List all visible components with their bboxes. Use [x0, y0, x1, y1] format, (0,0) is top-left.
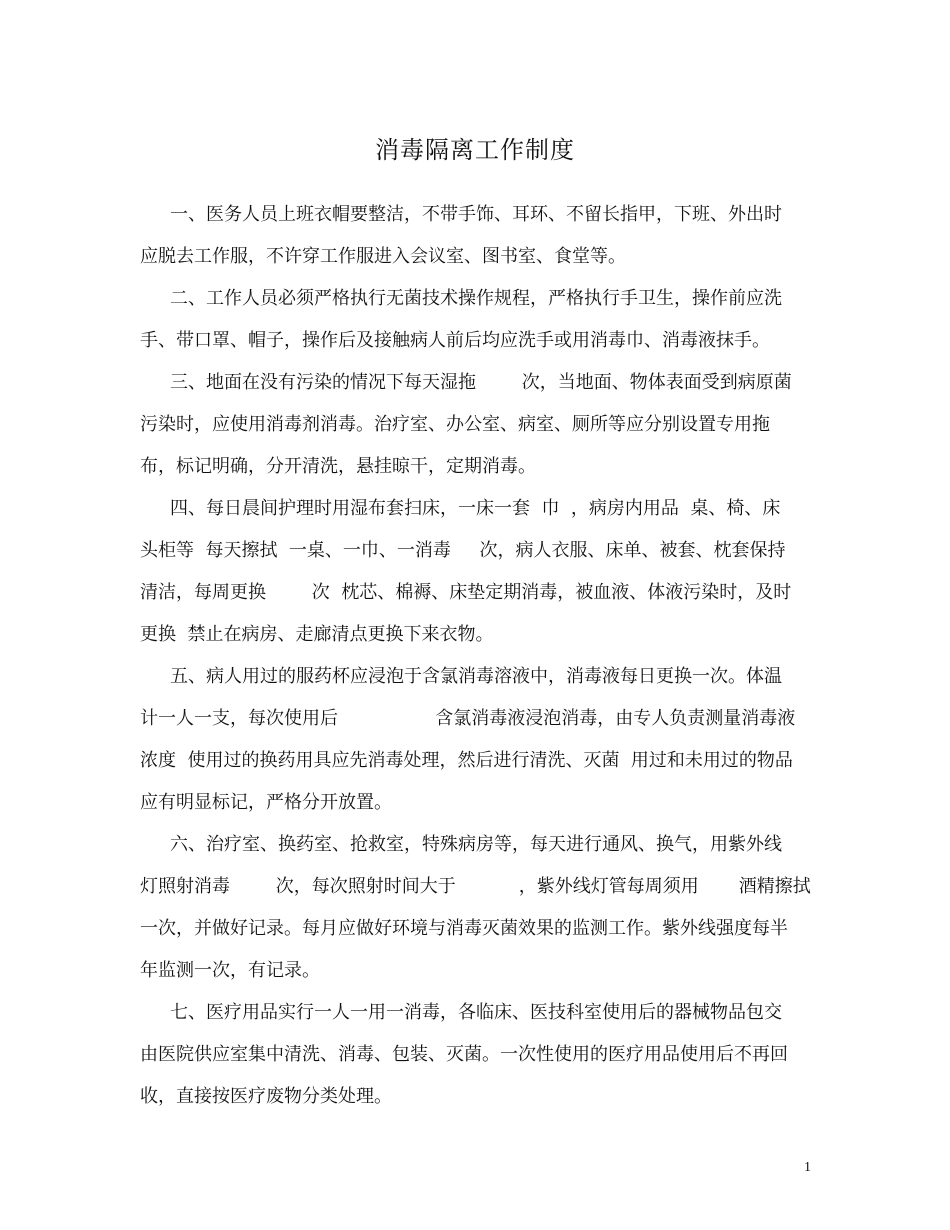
- document-title: 消毒隔离工作制度: [375, 136, 575, 164]
- paragraph-line: 应有明显标记，严格分开放置。: [140, 792, 392, 813]
- paragraph-line: 灯照射消毒 次，每次照射时间大于 ，紫外线灯管每周须用 酒精擦拭: [140, 876, 811, 897]
- paragraph-line: 清洁，每周更换 次 枕芯、棉褥、床垫定期消毒，被血液、体液污染时，及时: [140, 582, 792, 603]
- paragraph-line: 浓度 使用过的换药用具应先消毒处理，然后进行清洗、灭菌 用过和未用过的物品: [140, 750, 793, 771]
- paragraph-line: 一、医务人员上班衣帽要整洁，不带手饰、耳环、不留长指甲，下班、外出时: [170, 204, 782, 225]
- paragraph-line: 由医院供应室集中清洗、消毒、包装、灭菌。一次性使用的医疗用品使用后不再回: [140, 1044, 788, 1065]
- paragraph-line: 五、病人用过的服药杯应浸泡于含氯消毒溶液中，消毒液每日更换一次。体温: [170, 666, 782, 687]
- paragraph-line: 手、带口罩、帽子，操作后及接触病人前后均应洗手或用消毒巾、消毒液抹手。: [140, 330, 770, 351]
- paragraph-line: 更换 禁止在病房、走廊清点更换下来衣物。: [140, 624, 494, 645]
- paragraph-line: 应脱去工作服，不许穿工作服进入会议室、图书室、食堂等。: [140, 246, 626, 267]
- paragraph-line: 头柜等 每天擦拭 一桌、一巾、一消毒 次，病人衣服、床单、被套、枕套保持: [140, 540, 786, 561]
- paragraph-line: 一次，并做好记录。每月应做好环境与消毒灭菌效果的监测工作。紫外线强度每半: [140, 918, 788, 939]
- paragraph-line: 污染时，应使用消毒剂消毒。治疗室、办公室、病室、厕所等应分别设置专用拖: [140, 414, 770, 435]
- paragraph-line: 二、工作人员必须严格执行无菌技术操作规程，严格执行手卫生，操作前应洗: [170, 288, 782, 309]
- paragraph-line: 布，标记明确，分开清洗，悬挂晾干，定期消毒。: [140, 456, 536, 477]
- paragraph-line: 计一人一支，每次使用后 含氯消毒液浸泡消毒，由专人负责测量消毒液: [140, 708, 796, 729]
- paragraph-line: 四、每日晨间护理时用湿布套扫床，一床一套 巾 ，病房内用品 桌、椅、床: [170, 498, 781, 519]
- paragraph-line: 年监测一次，有记录。: [140, 960, 320, 981]
- paragraph-line: 三、地面在没有污染的情况下每天湿拖 次，当地面、物体表面受到病原菌: [170, 372, 792, 393]
- paragraph-line: 收，直接按医疗废物分类处理。: [140, 1086, 392, 1107]
- paragraph-line: 七、医疗用品实行一人一用一消毒，各临床、医技科室使用后的器械物品包交: [170, 1002, 782, 1023]
- paragraph-line: 六、治疗室、换药室、抢救室，特殊病房等，每天进行通风、换气，用紫外线: [170, 834, 782, 855]
- page-number: 1: [804, 1160, 811, 1175]
